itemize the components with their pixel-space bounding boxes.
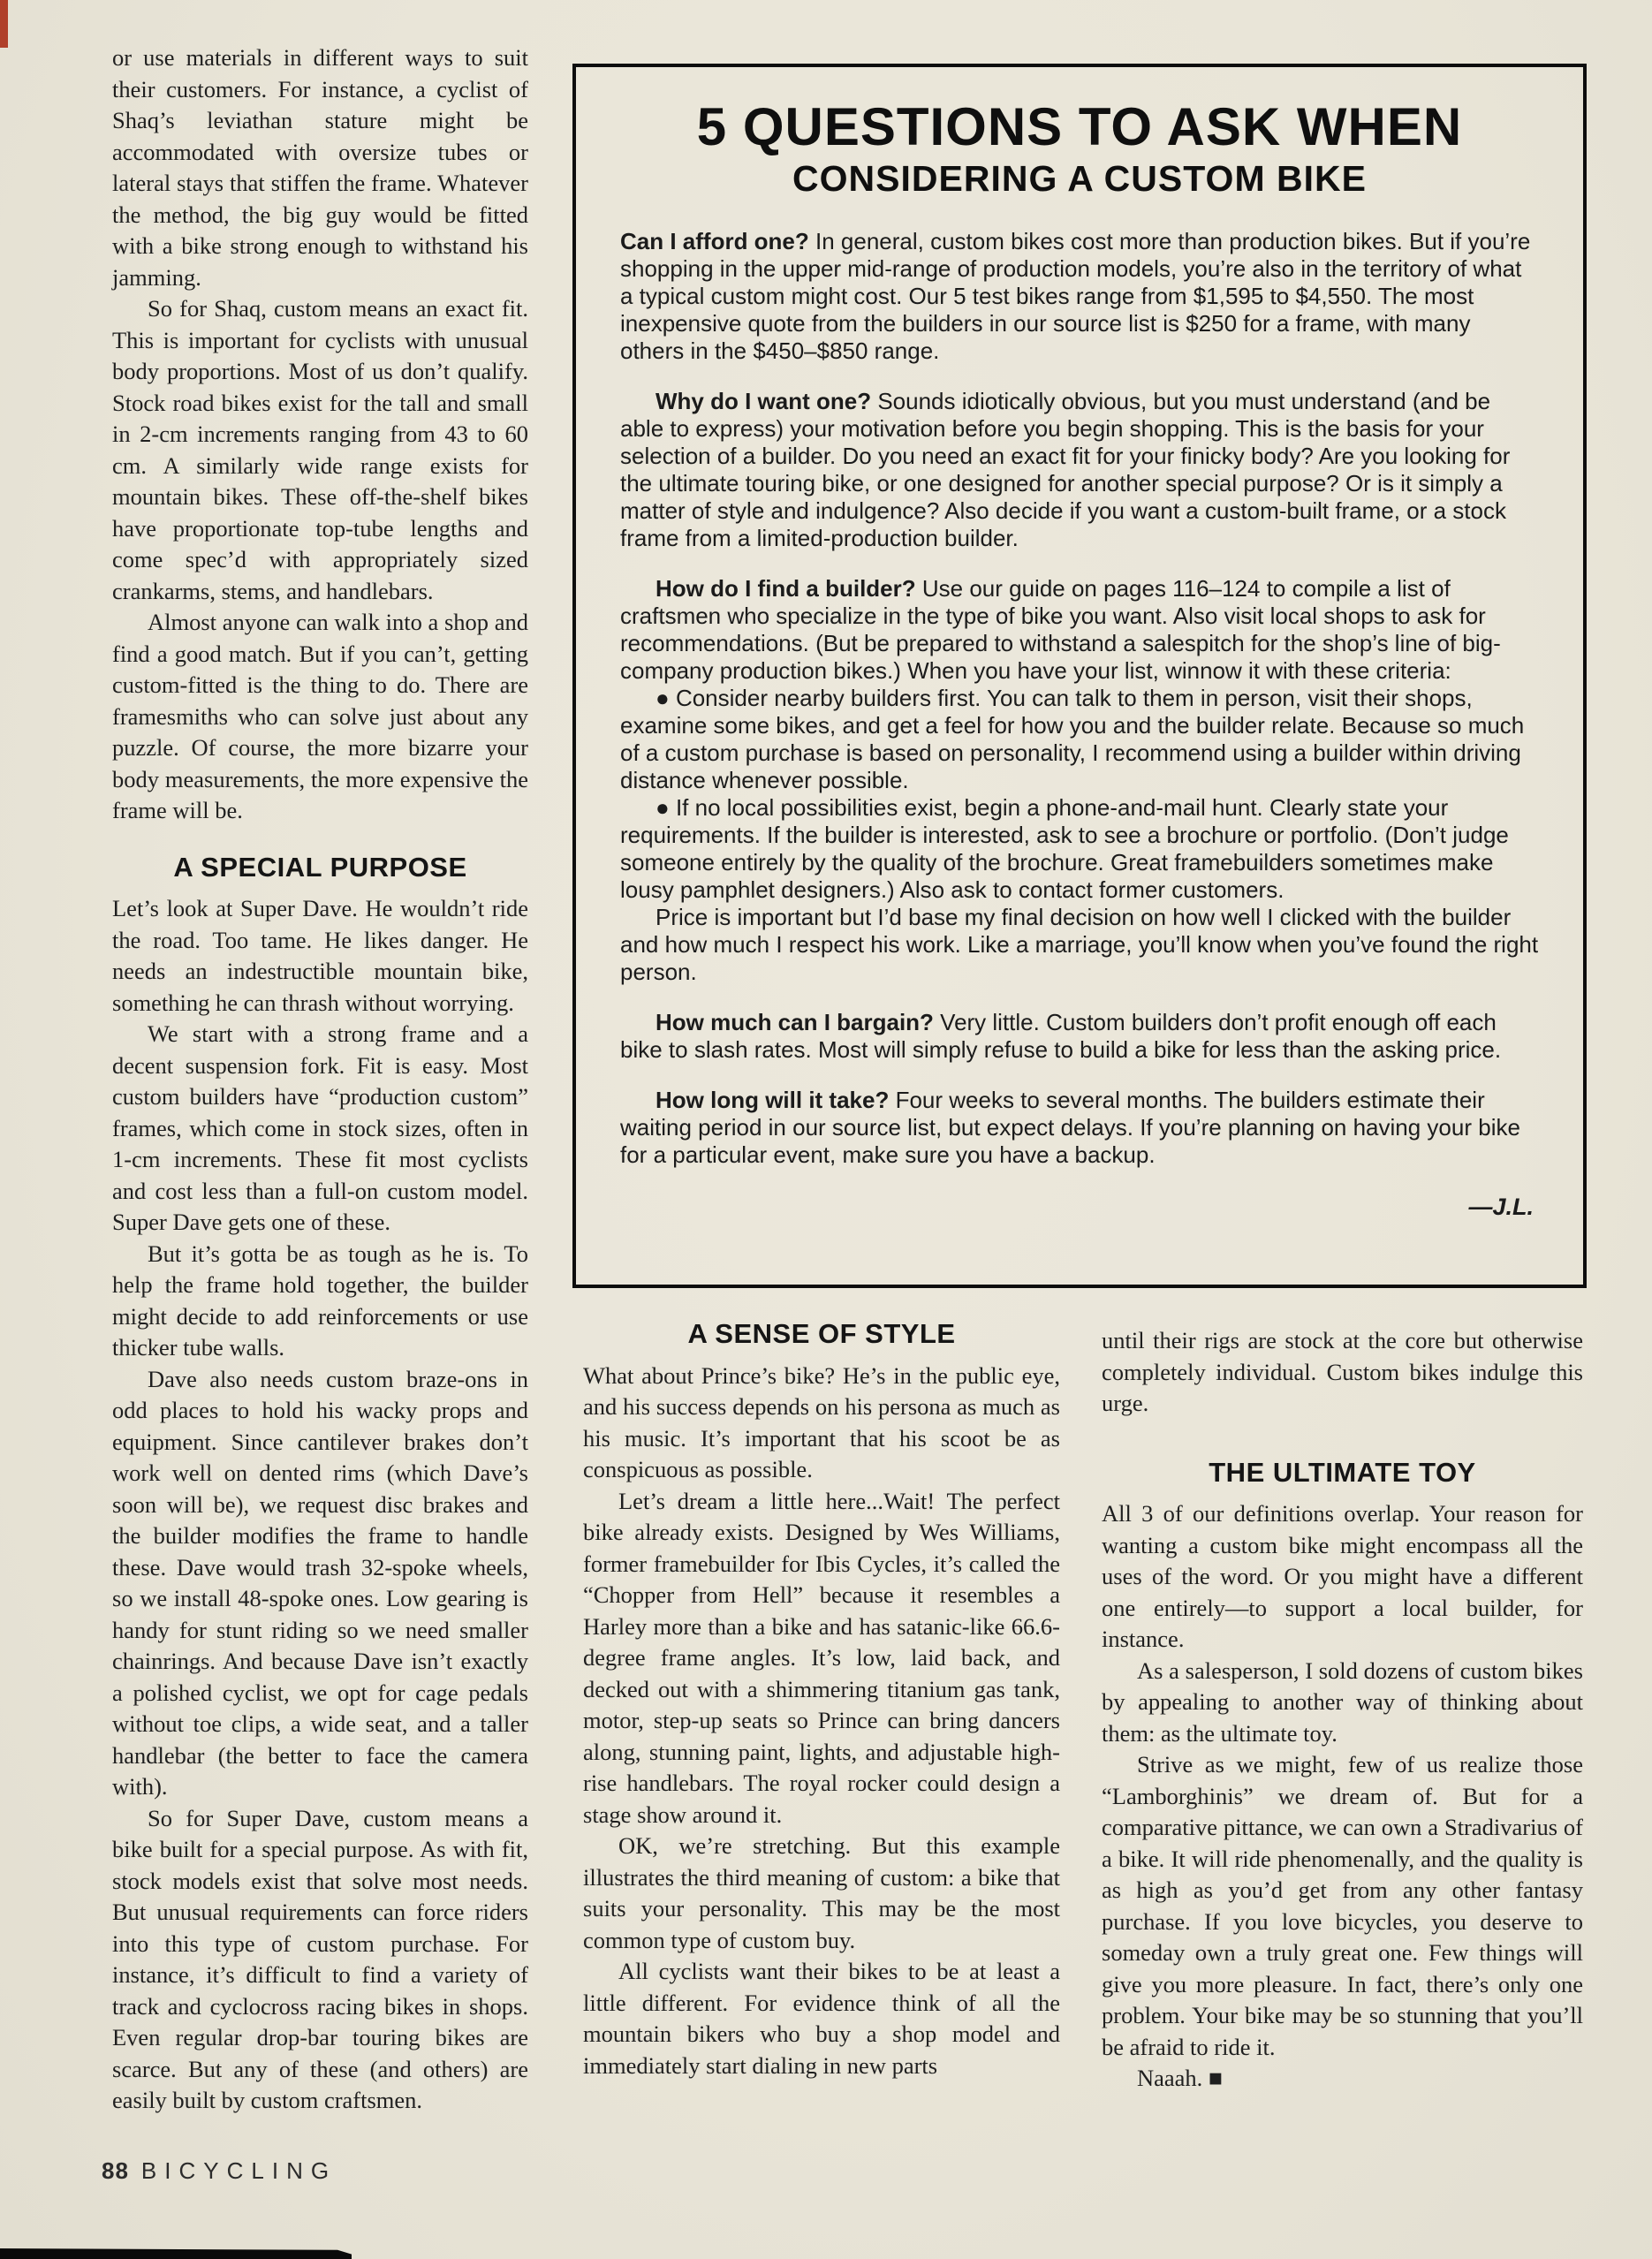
sense-of-style-column xyxy=(583,1318,1060,2081)
paragraph: Let’s look at Super Dave. He wouldn’t ride the road. Too tame. He likes danger. He needs an indestructible mountain bike, something he can thrash without worrying. xyxy=(112,895,528,1016)
sidebar-body xyxy=(620,228,1539,1169)
paragraph: until their rigs are stock at the core but otherwise completely individual. Custom bikes indulge this urge. xyxy=(1102,1327,1583,1416)
paragraph: We start with a strong frame and a decent suspension fork. Fit is easy. Most custom builders have “production custom” frames, which come in stock sizes, often in 1-cm increments. These fit most cyclists and cost less than a full-on custom model. Super Dave gets one of these. xyxy=(112,1020,528,1235)
five-questions-sidebar-box xyxy=(572,64,1587,1288)
box-bullet-item: ● Consider nearby builders first. You can talk to them in person, visit their shops, examine some bikes, and get a feel for how you and the builder relate. Because so much of a custom purchase is based on personality, I recommend using a builder within driving distance whenever possible. xyxy=(620,685,1525,793)
paragraph: Strive as we might, few of us realize those “Lamborghinis” we dream of. But for a comparative pittance, we can own a Stradivarius of a bike. It will ride phenomenally, and the quality is as high as you’d get from any other fantasy purchase. If you love bicycles, you deserve to someday own a truly great one. Few things will give you more pleasure. In fact, there’s only one problem. Your bike may be so stunning that you’ll be afraid to ride it. xyxy=(1102,1751,1583,2060)
box-bullet-item: ● If no local possibilities exist, begin a phone-and-mail hunt. Clearly state your requirements. If the builder is interested, ask to see a brochure or portfolio. (Don’t judge someone entirely by the quality of the brochure. Great framebuilders sometimes make lousy pamphlet designers.) Also ask to contact former customers. xyxy=(620,794,1509,903)
box-paragraph: Price is important but I’d base my final decision on how well I clicked with the builder and how much I respect his work. Like a marriage, you’ll know when you’ve found the right person. xyxy=(620,904,1539,985)
sidebar-byline: —J.L. xyxy=(1468,1194,1534,1220)
scan-corner-mark xyxy=(0,0,8,48)
bullet-icon: ● xyxy=(655,794,676,821)
box-paragraph: How long will it take? Four weeks to several months. The builders estimate their waiting period in our source list, but expect delays. If you’re planning on having your bike for a particular event, make sure you have a backup. xyxy=(620,1087,1520,1168)
box-paragraph: Can I afford one? In general, custom bikes cost more than production bikes. But if you’re shopping in the upper mid-range of production models, you’re also in the territory of what a typical custom might cost. Our 5 test bikes range from $1,595 to $4,550. The most inexpensive quote from the builders in our source list is $250 for a frame, with many others in the $450–$850 range. xyxy=(620,228,1531,364)
box-paragraph: How do I find a builder? Use our guide on pages 116–124 to compile a list of craftsmen who specialize in the type of bike you want. Also visit local shops to ask for recommendations. (But be prepared to withstand a salespitch for the shop’s line of big-company production bikes.) When you have your list, winnow it with these criteria: xyxy=(620,575,1501,684)
paragraph: As a salesperson, I sold dozens of custom bikes by appealing to another way of thinking about them: as the ultimate toy. xyxy=(1102,1656,1583,1747)
question-lead: How much can I bargain? xyxy=(655,1009,941,1035)
scan-bottom-bar xyxy=(0,2248,352,2259)
sidebar-title-line1: 5 QUESTIONS TO ASK WHEN xyxy=(696,97,1463,156)
sidebar-title-line2: CONSIDERING A CUSTOM BIKE xyxy=(792,158,1367,199)
paragraph: Dave also needs custom braze-ons in odd places to hold his wacky props and equipment. Since cantilever brakes don’t work well on dented rims (which Dave’s soon will be), we request disc brakes and the builder modifies the frame to handle these. Dave would trash 32-spoke wheels, so we install 48-spoke ones. Low gearing is handy for stunt riding so we need smaller chainrings. And because Dave isn’t exactly a polished cyclist, we opt for cage pedals without toe clips, a wide seat, and a taller handlebar (the better to face the camera with). xyxy=(112,1365,528,1800)
paragraph: So for Shaq, custom means an exact fit. This is important for cyclists with unusual body proportions. Most of us don’t qualify. Stock road bikes exist for the tall and small in 2-cm increments ranging from 43 to 60 cm. A similarly wide range exists for mountain bikes. These off-the-shelf bikes have proportionate top-tube lengths and come spec’d with appropriately sized crankarms, stems, and handlebars. xyxy=(112,295,528,604)
magazine-name: BICYCLING xyxy=(140,2157,337,2184)
section-heading: THE ULTIMATE TOY xyxy=(1209,1456,1476,1488)
bullet-icon: ● xyxy=(655,685,676,711)
ultimate-toy-column xyxy=(1102,1325,1583,2095)
page-footer xyxy=(102,2157,337,2185)
paragraph: So for Super Dave, custom means a bike built for a special purpose. As with fit, stock models exist that solve most needs. But unusual requirements can force riders into this type of custom purchase. For instance, it’s difficult to find a variety of track and cyclocross racing bikes in shops. Even regular drop-bar touring bikes are scarce. But any of these (and others) are easily built by custom craftsmen. xyxy=(112,1804,528,2113)
question-lead: Can I afford one? xyxy=(620,228,815,254)
paragraph: All 3 of our definitions overlap. Your reason for wanting a custom bike might encompass all the uses of the word. Or you might have a different one entirely—to support a local builder, for instance. xyxy=(1102,1500,1583,1652)
paragraph: What about Prince’s bike? He’s in the public eye, and his success depends on his persona as much as his music. It’s important that his scoot be as conspicuous as possible. xyxy=(583,1361,1060,1482)
section-heading: A SENSE OF STYLE xyxy=(687,1318,956,1349)
question-lead: How do I find a builder? xyxy=(655,575,922,602)
paragraph: Naaah. ■ xyxy=(1137,2065,1223,2091)
paragraph: But it’s gotta be as tough as he is. To help the frame hold together, the builder might decide to add reinforcements or use thicker tube walls. xyxy=(112,1239,528,1361)
paragraph: Almost anyone can walk into a shop and find a good match. But if you can’t, getting custom-fitted is the thing to do. There are framesmiths who can solve just about any puzzle. Of course, the more bizarre your body measurements, the more expensive the frame will be. xyxy=(112,609,528,823)
box-paragraph: Why do I want one? Sounds idiotically obvious, but you must understand (and be able to express) your motivation before you begin shopping. This is the basis for your selection of a builder. Do you need an exact fit for your finicky body? Are you looking for the ultimate touring bike, or one designed for another special purpose? Or is it simply a matter of style and indulgence? Also decide if you want a custom-built frame, or a stock frame from a limited-production builder. xyxy=(620,388,1511,551)
question-lead: Why do I want one? xyxy=(655,388,878,414)
section-heading: A SPECIAL PURPOSE xyxy=(173,851,467,883)
paragraph: or use materials in different ways to suit their customers. For instance, a cyclist of Shaq’s leviathan stature might be accommodated with oversize tubes or lateral stays that stiffen the frame. Whatever the method, the big guy would be fitted with a bike strong enough to withstand his jamming. xyxy=(112,44,528,291)
box-paragraph: How much can I bargain? Very little. Custom builders don’t profit enough off each bike to slash rates. Most will simply refuse to build a bike for less than the asking price. xyxy=(620,1009,1502,1063)
paragraph: Let’s dream a little here...Wait! The perfect bike already exists. Designed by Wes Williams, former framebuilder for Ibis Cycles, it’s called the “Chopper from Hell” because it resembles a Harley more than a bike and has satanic-like 66.6-degree frame angles. It’s low, laid back, and decked out with a shimmering titanium gas tank, motor, step-up seats so Prince can bring dancers along, stunning paint, lights, and adjustable high-rise handlebars. The royal rocker could design a stage show around it. xyxy=(583,1487,1060,1828)
paragraph: All cyclists want their bikes to be at least a little different. For evidence think of all the mountain bikers who buy a shop model and immediately start dialing in new parts xyxy=(583,1958,1060,2079)
question-lead: How long will it take? xyxy=(655,1087,896,1113)
page-number: 88 xyxy=(102,2157,129,2184)
paragraph: OK, we’re stretching. But this example illustrates the third meaning of custom: a bike that suits your personality. This may be the most common type of custom buy. xyxy=(583,1832,1060,1953)
left-column xyxy=(112,42,528,2117)
